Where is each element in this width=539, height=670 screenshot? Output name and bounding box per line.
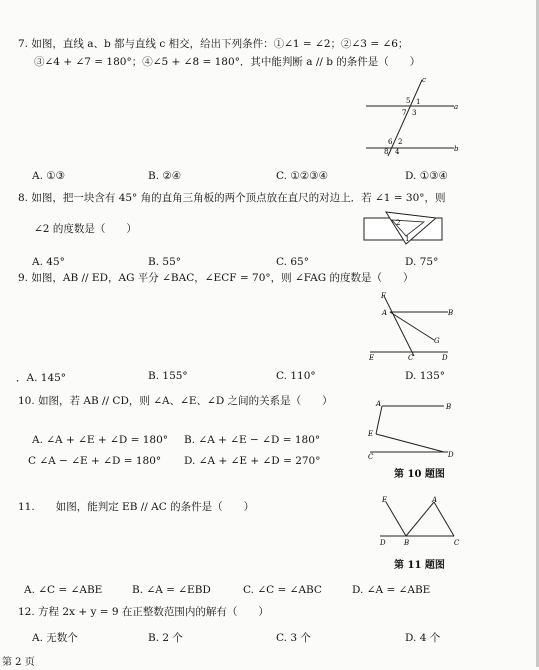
q11-figure	[374, 494, 464, 546]
q9-label-e: E	[369, 354, 375, 362]
q10-option-c[interactable]: C ∠A − ∠E + ∠D = 180°	[28, 455, 162, 467]
q8-option-c[interactable]: C. 65°	[276, 256, 309, 268]
q10-option-b[interactable]: B. ∠A + ∠E − ∠D = 180°	[184, 434, 321, 446]
q11-label-e: E	[382, 496, 388, 504]
q9-label-b: B	[448, 309, 454, 317]
q8-label-2: 2	[396, 219, 401, 227]
q7-option-b[interactable]: B. ②④	[148, 170, 182, 182]
q10-figure	[368, 398, 458, 460]
q7-label-4: 4	[395, 148, 400, 156]
q9-label-g: G	[434, 337, 440, 345]
q11-option-d[interactable]: D. ∠A = ∠ABE	[352, 584, 431, 596]
q9-option-b[interactable]: B. 155°	[148, 370, 188, 382]
q11-label-c: C	[454, 539, 460, 547]
q7-option-c[interactable]: C. ①②③④	[276, 170, 328, 182]
q7-label-3: 3	[412, 109, 417, 117]
q7-stem-line1: 7. 如图，直线 a、b 都与直线 c 相交，给出下列条件：①∠1 = ∠2；②∠3 = ∠6；	[18, 38, 409, 50]
q12-option-b[interactable]: B. 2 个	[148, 632, 183, 644]
q7-label-7: 7	[402, 109, 407, 117]
q9-option-a[interactable]: ．A. 145°	[16, 372, 67, 384]
q7-option-d[interactable]: D. ①③④	[405, 170, 448, 182]
q11-label-d: D	[380, 539, 386, 547]
q9-option-c[interactable]: C. 110°	[276, 370, 316, 382]
q12-option-d[interactable]: D. 4 个	[405, 632, 441, 644]
q9-label-a: A	[382, 309, 388, 317]
q8-option-a[interactable]: A. 45°	[32, 256, 65, 268]
q7-label-2: 2	[398, 138, 403, 146]
q11-label-a: A	[432, 496, 438, 504]
q12-option-c[interactable]: C. 3 个	[276, 632, 311, 644]
q7-label-1: 1	[416, 98, 421, 106]
q7-label-5: 5	[406, 97, 411, 105]
q7-stem-line2: ③∠4 + ∠7 = 180°；④∠5 + ∠8 = 180°．其中能判断 a // b 的条件是（ ）	[34, 56, 421, 68]
q10-label-e: E	[368, 430, 374, 438]
q10-label-b: B	[446, 403, 452, 411]
q7-label-c: c	[422, 76, 426, 84]
q8-label-1: 1	[405, 235, 410, 243]
q11-option-a[interactable]: A. ∠C = ∠ABE	[24, 584, 103, 596]
q12-stem-line1: 12. 方程 2x + y = 9 在正整数范围内的解有（ ）	[18, 606, 269, 618]
q7-label-8: 8	[384, 148, 389, 156]
q7-label-b: b	[454, 145, 459, 153]
q10-label-a: A	[376, 400, 382, 408]
q8-stem-line1: 8. 如图，把一块含有 45° 角的直角三角板的两个顶点放在直尺的对边上．若 ∠1 = 30°，则	[18, 192, 446, 204]
q8-stem-line2: ∠2 的度数是（ ）	[34, 223, 137, 235]
q11-option-c[interactable]: C. ∠C = ∠ABC	[243, 584, 322, 596]
q8-option-b[interactable]: B. 55°	[148, 256, 182, 268]
q9-figure	[368, 290, 458, 362]
q9-stem-line1: 9. 如图，AB // ED，AG 平分 ∠BAC，∠ECF = 70°，则 ∠FAG 的度数是（ ）	[18, 272, 414, 284]
q7-label-a: a	[454, 103, 459, 111]
q10-figure-caption: 第 10 题图	[394, 469, 445, 480]
q7-label-6: 6	[388, 138, 393, 146]
q9-label-d: D	[442, 354, 448, 362]
q7-option-a[interactable]: A. ①③	[32, 170, 66, 182]
q7-figure	[362, 78, 462, 158]
q11-label-b: B	[404, 539, 410, 547]
q10-option-a[interactable]: A. ∠A + ∠E + ∠D = 180°	[32, 434, 169, 446]
q12-option-a[interactable]: A. 无数个	[32, 632, 78, 644]
q8-figure	[362, 210, 444, 246]
q8-option-d[interactable]: D. 75°	[405, 256, 439, 268]
page-footer: 第 2 页	[2, 657, 35, 668]
q9-label-f: F	[381, 292, 386, 300]
q9-option-d[interactable]: D. 135°	[405, 370, 446, 382]
q10-option-d[interactable]: D. ∠A + ∠E + ∠D = 270°	[184, 455, 321, 467]
q10-label-c: C	[368, 453, 374, 461]
q11-figure-caption: 第 11 题图	[394, 560, 445, 571]
q11-option-b[interactable]: B. ∠A = ∠EBD	[132, 584, 211, 596]
q11-stem-line1: 11. 如图，能判定 EB // AC 的条件是（ ）	[18, 501, 255, 513]
q9-label-c: C	[408, 354, 414, 362]
q10-label-d: D	[448, 451, 454, 459]
q10-stem-line1: 10. 如图，若 AB // CD，则 ∠A、∠E、∠D 之间的关系是（ ）	[18, 395, 333, 407]
